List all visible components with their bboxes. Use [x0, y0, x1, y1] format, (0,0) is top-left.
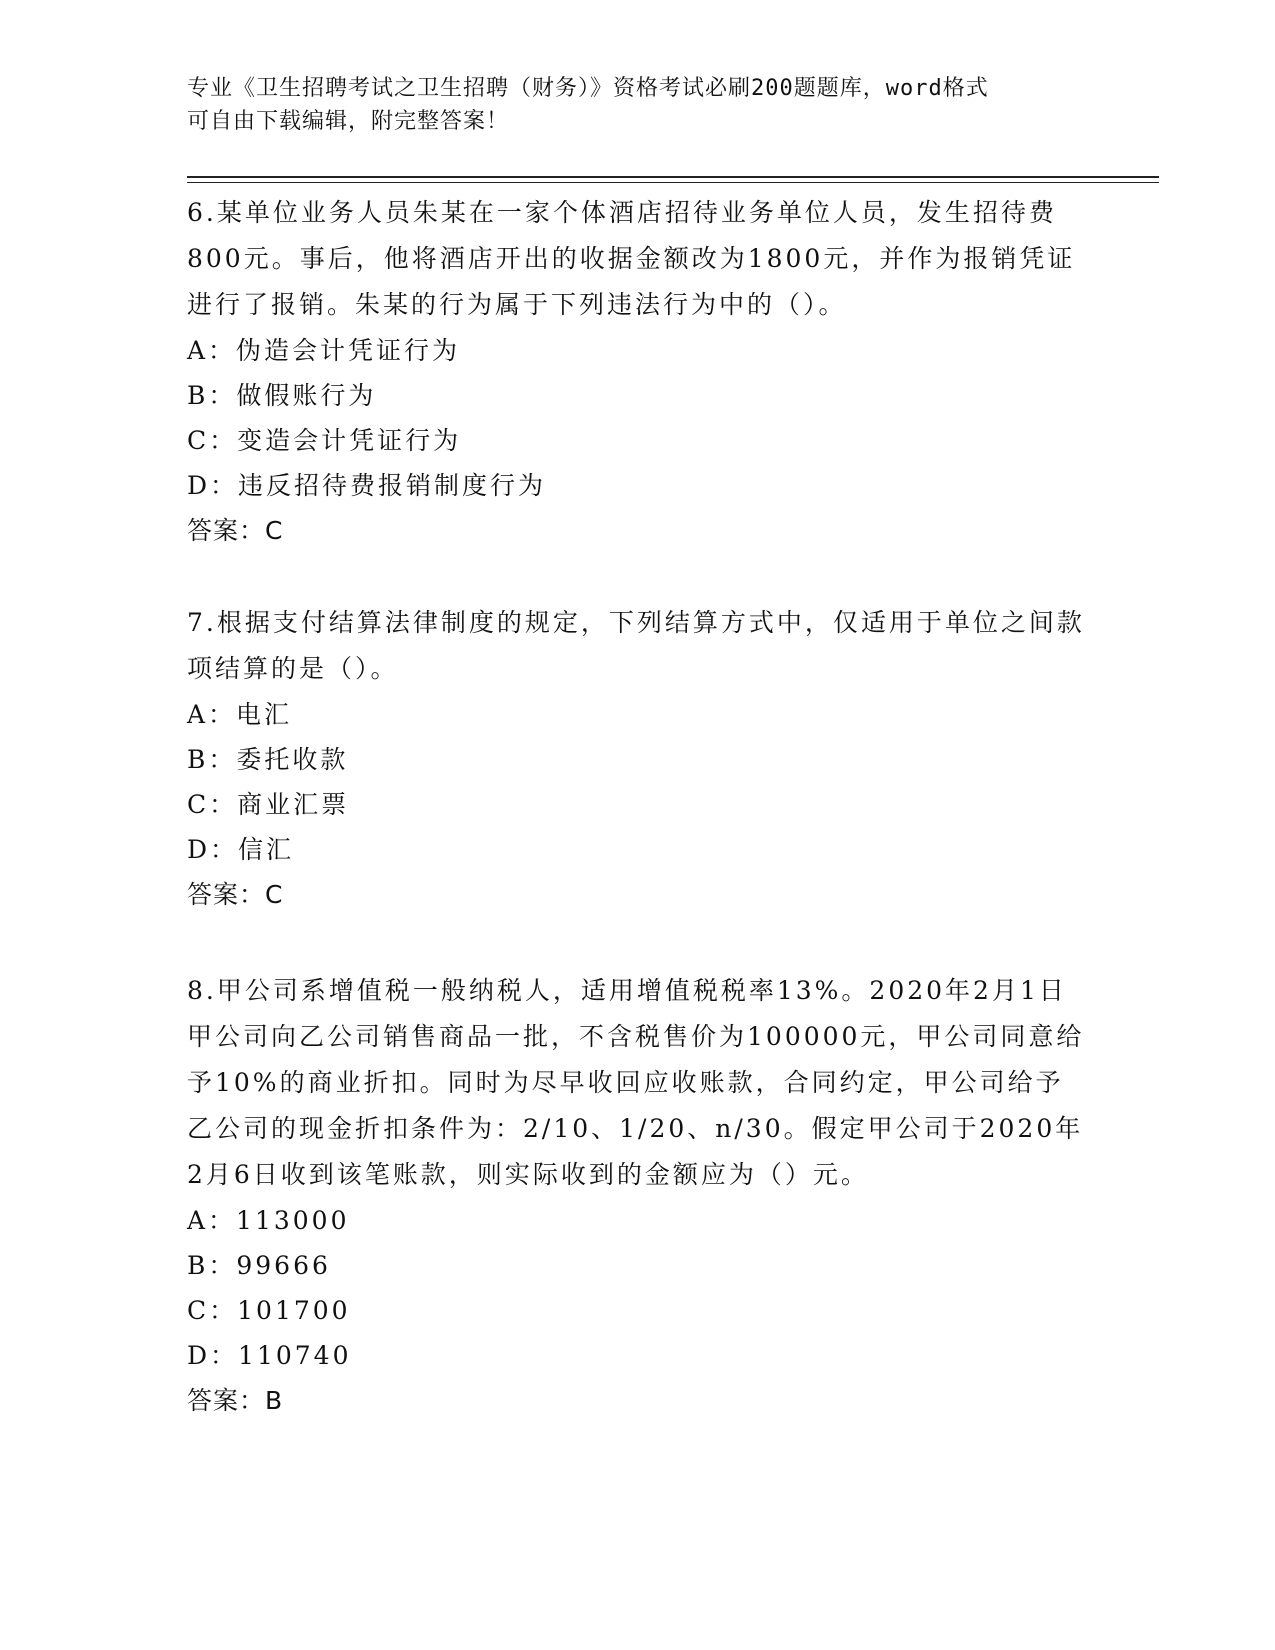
answer-line: 答案：B — [187, 1386, 284, 1415]
question-8 — [187, 968, 1087, 1424]
option-d: D：违反招待费报销制度行为 — [187, 471, 547, 500]
option-a: A：113000 — [187, 1206, 350, 1235]
option-a: A：伪造会计凭证行为 — [187, 336, 461, 365]
document-header — [187, 72, 1067, 138]
header-divider-thick — [187, 176, 1159, 178]
header-line-1: 专业《卫生招聘考试之卫生招聘（财务）》资格考试必刷200题题库，word格式 — [187, 76, 989, 101]
option-d: D：110740 — [187, 1341, 352, 1370]
option-c: C：101700 — [187, 1296, 351, 1325]
option-b: B：委托收款 — [187, 745, 349, 774]
option-d: D：信汇 — [187, 835, 295, 864]
question-stem: 7.根据支付结算法律制度的规定，下列结算方式中，仅适用于单位之间款项结算的是（）。 — [187, 608, 1085, 683]
option-c: C：商业汇票 — [187, 790, 350, 819]
answer-line: 答案：C — [187, 880, 284, 909]
option-b: B：99666 — [187, 1251, 331, 1280]
question-6 — [187, 190, 1087, 554]
answer-line: 答案：C — [187, 516, 284, 545]
option-a: A：电汇 — [187, 700, 293, 729]
question-7 — [187, 600, 1087, 918]
header-line-2: 可自由下载编辑，附完整答案！ — [187, 109, 510, 134]
header-divider-thin — [187, 182, 1159, 183]
option-b: B：做假账行为 — [187, 381, 377, 410]
option-c: C：变造会计凭证行为 — [187, 426, 462, 455]
question-stem: 8.甲公司系增值税一般纳税人，适用增值税税率13%。2020年2月1日甲公司向乙公司销售商品一批，不含税售价为100000元，甲公司同意给予10%的商业折扣。同时为尽早收回应收账款，合同约定，甲公司给予乙公司的现金折扣条件为：2/10、1/20、n/30。假定甲公司于2020年2月6日收到该笔账款，则实际收到的金额应为（）元。 — [187, 976, 1085, 1189]
question-stem: 6.某单位业务人员朱某在一家个体酒店招待业务单位人员，发生招待费800元。事后，他将酒店开出的收据金额改为1800元，并作为报销凭证进行了报销。朱某的行为属于下列违法行为中的（）。 — [187, 198, 1076, 319]
